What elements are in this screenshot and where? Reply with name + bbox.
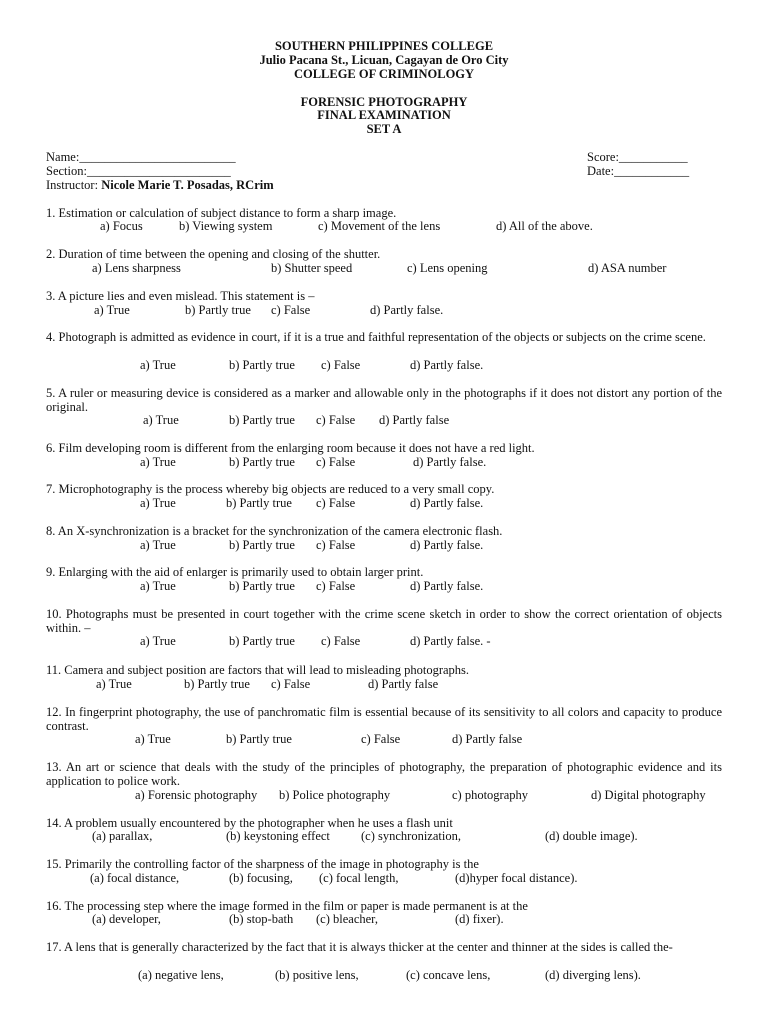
- choice-11d: d) Partly false: [368, 677, 439, 691]
- instructor-name: Nicole Marie T. Posadas, RCrim: [101, 178, 274, 192]
- question-7: 7. Microphotography is the process whereby big objects are reduced to a very small copy.: [46, 482, 495, 496]
- exam-set: SET A: [366, 122, 402, 136]
- exam-title: FINAL EXAMINATION: [317, 108, 451, 122]
- choice-6c: c) False: [316, 455, 356, 469]
- question-6: 6. Film developing room is different from the enlarging room because it does not have a red light.: [46, 441, 535, 455]
- choice-15b: (b) focusing,: [229, 871, 293, 885]
- choice-12d: d) Partly false: [452, 732, 523, 746]
- choice-4c: c) False: [321, 358, 361, 372]
- choice-14a: (a) parallax,: [92, 829, 153, 843]
- choice-7d: d) Partly false.: [410, 496, 484, 510]
- choice-2a: a) Lens sharpness: [92, 261, 181, 275]
- choice-6a: a) True: [140, 455, 176, 469]
- course-title: FORENSIC PHOTOGRAPHY: [300, 95, 468, 109]
- choice-13a: a) Forensic photography: [135, 788, 258, 802]
- choice-3b: b) Partly true: [185, 303, 251, 317]
- question-10: 10. Photographs must be presented in court together with the crime scene sketch in order to show the correct orientation of objects within. –: [46, 607, 722, 635]
- choice-11b: b) Partly true: [184, 677, 250, 691]
- choice-6d: d) Partly false.: [413, 455, 487, 469]
- college-address: Julio Pacana St., Licuan, Cagayan de Oro City: [259, 53, 509, 67]
- choice-1b: b) Viewing system: [179, 219, 273, 233]
- choice-9a: a) True: [140, 579, 176, 593]
- choice-3d: d) Partly false.: [370, 303, 444, 317]
- choice-11c: c) False: [271, 677, 311, 691]
- choice-8b: b) Partly true: [229, 538, 295, 552]
- choice-7c: c) False: [316, 496, 356, 510]
- choice-12b: b) Partly true: [226, 732, 292, 746]
- choice-8a: a) True: [140, 538, 176, 552]
- question-1: 1. Estimation or calculation of subject distance to form a sharp image.: [46, 206, 397, 220]
- choice-17c: (c) concave lens,: [406, 968, 491, 982]
- college-name: SOUTHERN PHILIPPINES COLLEGE: [274, 39, 494, 53]
- choice-2d: d) ASA number: [588, 261, 667, 275]
- choice-4d: d) Partly false.: [410, 358, 484, 372]
- choice-11a: a) True: [96, 677, 132, 691]
- choice-8d: d) Partly false.: [410, 538, 484, 552]
- question-15: 15. Primarily the controlling factor of the sharpness of the image in photography is the: [46, 857, 479, 871]
- choice-3a: a) True: [94, 303, 130, 317]
- choice-14c: (c) synchronization,: [361, 829, 461, 843]
- question-13: 13. An art or science that deals with the study of the principles of photography, the preparation of photographic evidence and its application to police work.: [46, 760, 722, 788]
- choice-17a: (a) negative lens,: [138, 968, 224, 982]
- choice-7a: a) True: [140, 496, 176, 510]
- choice-9d: d) Partly false.: [410, 579, 484, 593]
- choice-5c: c) False: [316, 413, 356, 427]
- choice-16a: (a) developer,: [92, 912, 161, 926]
- date-field: Date:____________: [587, 164, 690, 178]
- choice-8c: c) False: [316, 538, 356, 552]
- choice-17b: (b) positive lens,: [275, 968, 359, 982]
- choice-1c: c) Movement of the lens: [318, 219, 441, 233]
- choice-3c: c) False: [271, 303, 311, 317]
- section-field: Section:_______________________: [46, 164, 231, 178]
- choice-4b: b) Partly true: [229, 358, 295, 372]
- choice-17d: (d) diverging lens).: [545, 968, 641, 982]
- choice-9c: c) False: [316, 579, 356, 593]
- choice-2b: b) Shutter speed: [271, 261, 353, 275]
- question-3: 3. A picture lies and even mislead. This statement is –: [46, 289, 315, 303]
- choice-15c: (c) focal length,: [319, 871, 399, 885]
- choice-13d: d) Digital photography: [591, 788, 706, 802]
- choice-14b: (b) keystoning effect: [226, 829, 330, 843]
- instructor-line: [46, 178, 274, 192]
- choice-10b: b) Partly true: [229, 634, 295, 648]
- choice-12c: c) False: [361, 732, 401, 746]
- department-name: COLLEGE OF CRIMINOLOGY: [293, 67, 475, 81]
- choice-15d: (d)hyper focal distance).: [455, 871, 578, 885]
- choice-5d: d) Partly false: [379, 413, 450, 427]
- choice-9b: b) Partly true: [229, 579, 295, 593]
- question-11: 11. Camera and subject position are factors that will lead to misleading photographs.: [46, 663, 470, 677]
- choice-16b: (b) stop-bath: [229, 912, 294, 926]
- question-17: 17. A lens that is generally characterized by the fact that it is always thicker at the center and thinner at the sides is called the-: [46, 940, 673, 954]
- choice-13c: c) photography: [452, 788, 529, 802]
- question-14: 14. A problem usually encountered by the photographer when he uses a flash unit: [46, 816, 453, 830]
- choice-10d: d) Partly false. -: [410, 634, 491, 648]
- question-2: 2. Duration of time between the opening and closing of the shutter.: [46, 247, 381, 261]
- choice-1d: d) All of the above.: [496, 219, 593, 233]
- choice-14d: (d) double image).: [545, 829, 638, 843]
- instructor-label: Instructor:: [46, 178, 99, 192]
- choice-16d: (d) fixer).: [455, 912, 504, 926]
- choice-4a: a) True: [140, 358, 176, 372]
- choice-5a: a) True: [143, 413, 179, 427]
- choice-16c: (c) bleacher,: [316, 912, 378, 926]
- choice-5b: b) Partly true: [229, 413, 295, 427]
- choice-12a: a) True: [135, 732, 171, 746]
- choice-1a: a) Focus: [100, 219, 143, 233]
- choice-6b: b) Partly true: [229, 455, 295, 469]
- choice-15a: (a) focal distance,: [90, 871, 180, 885]
- name-field: Name:_________________________: [46, 150, 236, 164]
- question-5: 5. A ruler or measuring device is considered as a marker and allowable only in the photographs if it does not distort any portion of the original.: [46, 386, 722, 414]
- choice-7b: b) Partly true: [226, 496, 292, 510]
- choice-10c: c) False: [321, 634, 361, 648]
- question-4: 4. Photograph is admitted as evidence in court, if it is a true and faithful representation of the objects or subjects on the crime scene.: [46, 330, 706, 344]
- choice-13b: b) Police photography: [279, 788, 391, 802]
- choice-10a: a) True: [140, 634, 176, 648]
- question-9: 9. Enlarging with the aid of enlarger is primarily used to obtain larger print.: [46, 565, 424, 579]
- question-8: 8. An X-synchronization is a bracket for the synchronization of the camera electronic flash.: [46, 524, 503, 538]
- score-field: Score:___________: [587, 150, 688, 164]
- question-12: 12. In fingerprint photography, the use of panchromatic film is essential because of its sensitivity to all colors and capacity to produce contrast.: [46, 705, 722, 733]
- choice-2c: c) Lens opening: [407, 261, 488, 275]
- question-16: 16. The processing step where the image formed in the film or paper is made permanent is at the: [46, 899, 528, 913]
